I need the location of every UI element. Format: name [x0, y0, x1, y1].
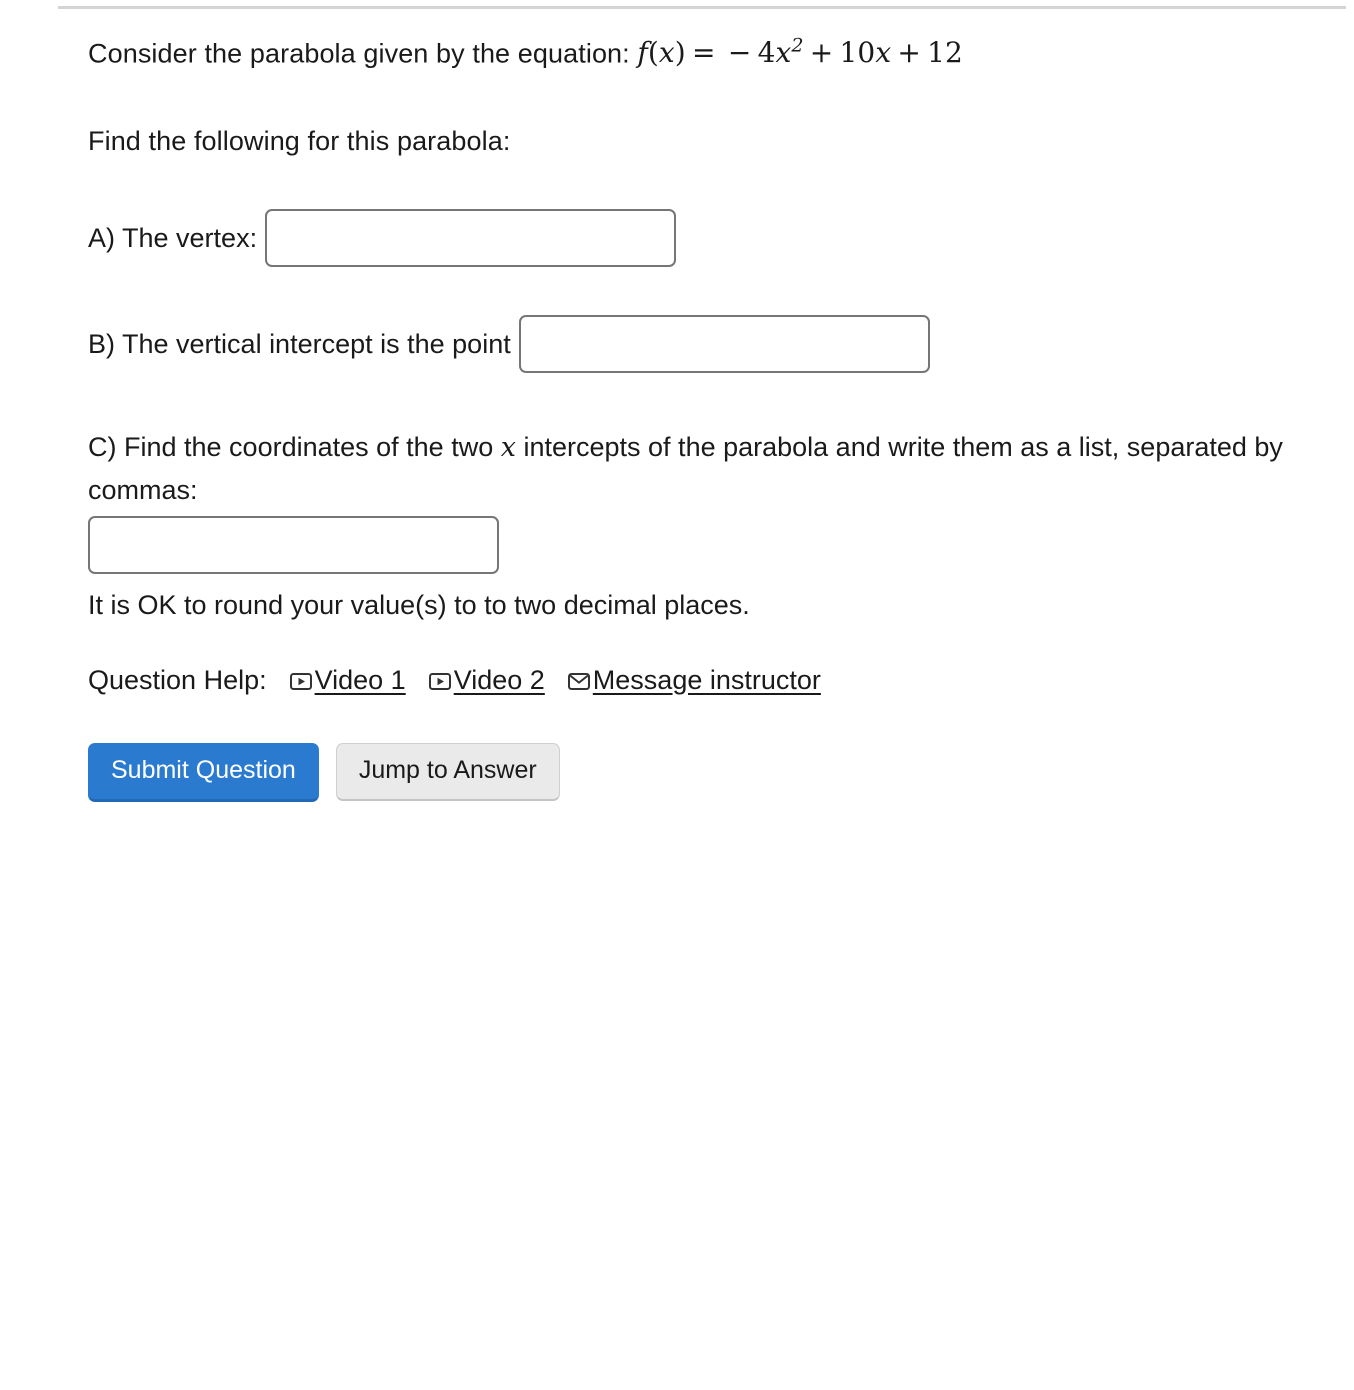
part-a-row	[88, 209, 1328, 267]
video-play-icon	[428, 669, 452, 693]
help-link-message-instructor-label: Message instructor	[592, 664, 821, 695]
equation-plus-1: +	[809, 36, 834, 70]
equation-fn: f	[637, 36, 648, 70]
action-buttons-row	[88, 743, 1328, 802]
question-content	[88, 34, 1328, 802]
equation-equals: =	[691, 36, 716, 70]
equation-plus-2: +	[897, 36, 921, 70]
top-divider	[58, 6, 1346, 9]
part-c-variable: x	[500, 431, 516, 463]
question-instruction: Find the following for this parabola:	[88, 126, 511, 157]
question-help-row	[88, 665, 1328, 696]
part-c-row	[88, 426, 1303, 512]
help-link-video-1-label: Video 1	[314, 664, 406, 695]
equation-exponent: 2	[791, 35, 804, 57]
equation-constant: 12	[927, 36, 963, 70]
part-b-label: B) The vertical intercept is the point	[88, 328, 511, 359]
equation-paren-open: (	[647, 36, 659, 70]
question-intro-text: Consider the parabola given by the equation:	[88, 38, 630, 69]
help-link-video-2-label: Video 2	[453, 664, 545, 695]
question-intro-line	[88, 34, 1328, 71]
vertex-input[interactable]	[265, 209, 676, 267]
equation-var: x	[775, 36, 792, 70]
video-play-icon	[289, 669, 313, 693]
jump-to-answer-button[interactable]: Jump to Answer	[336, 743, 560, 801]
equation-fn-arg: x	[658, 36, 675, 70]
equation-math	[637, 36, 963, 69]
question-help-label: Question Help:	[88, 664, 267, 695]
rounding-note: It is OK to round your value(s) to to two decimal places.	[88, 590, 750, 621]
part-c-label-before: C) Find the coordinates of the two	[88, 431, 494, 462]
part-a-label: A) The vertex:	[88, 222, 258, 253]
equation-var-2: x	[875, 36, 892, 70]
equation-paren-close: )	[674, 36, 686, 70]
equation-coefficient-b: 10	[839, 36, 876, 70]
envelope-icon	[567, 669, 591, 693]
help-link-message-instructor[interactable]	[567, 665, 821, 696]
part-b-row	[88, 315, 1328, 373]
submit-question-button[interactable]: Submit Question	[88, 743, 319, 802]
vertical-intercept-input[interactable]	[519, 315, 930, 373]
equation-minus: −	[727, 36, 752, 70]
equation-coefficient-a: 4	[757, 36, 776, 70]
help-link-video-2[interactable]	[428, 665, 545, 696]
part-c-label-after: intercepts of the parabola and write them as a list, separated by commas:	[88, 431, 1283, 506]
x-intercepts-input[interactable]	[88, 516, 499, 574]
help-link-video-1[interactable]	[289, 665, 406, 696]
